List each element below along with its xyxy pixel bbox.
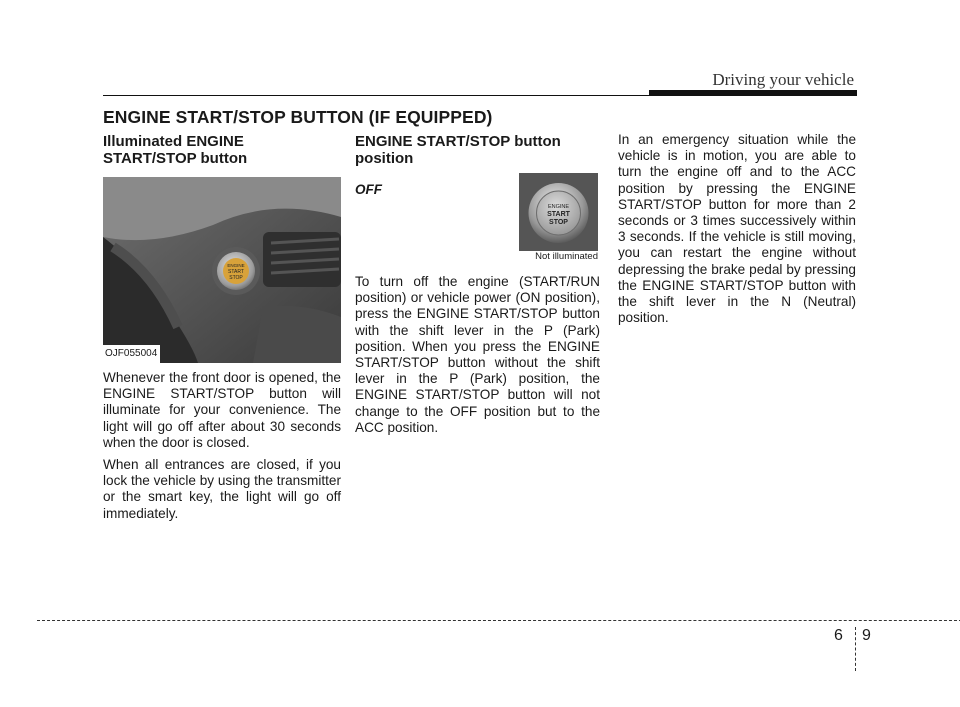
page-number: 9	[862, 627, 871, 644]
paragraph: When all entrances are closed, if you lock the vehicle by using the transmitter or the smart key, the light will go off immediately.	[103, 457, 342, 521]
illuminated-body	[103, 370, 341, 528]
svg-text:ENGINE: ENGINE	[227, 263, 245, 268]
paragraph: To turn off the engine (START/RUN position) or vehicle power (ON position), press the ENGINE START/STOP button with the shift lever in the P (Park) position. When you press the ENGINE START/STOP button without the shift lever in the P (Park) position, the ENGINE START/STOP button will not change to the OFF position but to the ACC position.	[355, 274, 600, 435]
chapter-number: 6	[834, 627, 843, 644]
button-label-start: START	[547, 211, 570, 218]
running-header: Driving your vehicle	[712, 70, 854, 89]
svg-text:STOP: STOP	[229, 275, 243, 281]
button-label-stop: STOP	[549, 219, 568, 226]
svg-text:START: START	[228, 269, 244, 275]
footer-rule	[37, 620, 960, 621]
paragraph: Whenever the front door is opened, the ENGINE START/STOP button will illuminate for your convenience. The light will go off after about 30 seconds when the door is closed.	[103, 370, 341, 450]
column-emergency	[618, 133, 856, 332]
header-rule-bold	[649, 90, 857, 96]
start-stop-button-photo	[519, 173, 598, 251]
section-title: ENGINE START/STOP BUTTON (IF EQUIPPED)	[103, 107, 493, 127]
figure-code: OJF055004	[102, 345, 160, 363]
position-body	[355, 274, 600, 442]
paragraph: In an emergency situation while the vehicle is in motion, you are able to turn the engine off and to the ACC position by pressing the ENGINE START/STOP button for more than 2 seconds or 3 times successively within 3 seconds. If the vehicle is still moving, you can restart the engine without depressing the brake pedal by pressing the ENGINE START/STOP button with the shift lever in the N (Neutral) position.	[618, 132, 856, 326]
steering-column-photo	[103, 177, 341, 363]
button-label-engine: ENGINE	[547, 204, 570, 210]
header-rule	[103, 95, 649, 96]
off-subheading: OFF	[355, 182, 382, 197]
position-heading: ENGINE START/STOP button position	[355, 133, 561, 167]
column-illuminated	[103, 133, 341, 167]
button-figure-caption: Not illuminated	[535, 251, 598, 262]
page-number-divider	[855, 627, 856, 671]
illuminated-heading: Illuminated ENGINE START/STOP button	[103, 133, 248, 167]
